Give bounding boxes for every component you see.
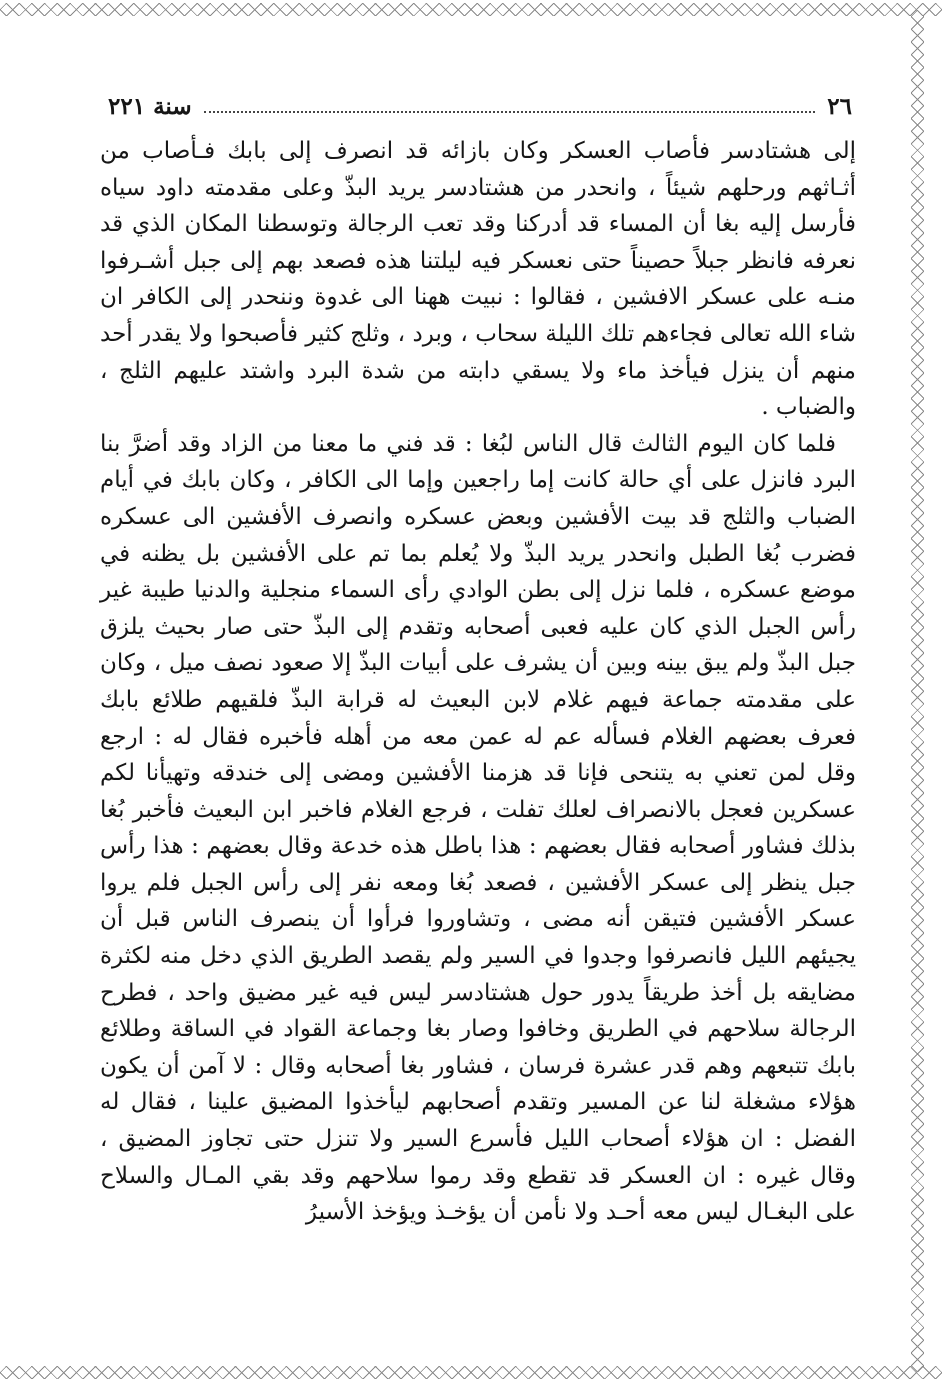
page-header [108,86,852,120]
body-text [100,133,856,1231]
page-number: ٢٦ [827,93,852,120]
paragraph-2: فلما كان اليوم الثالث قال الناس لبُغا : قد فني ما معنا من الزاد وقد أضرَّ بنا البرد فانزل على أي حالة كانت إما راجعين وإما الى الكافر ، وكان بابك في أيام الضباب والثلج قد بيت الأفشين وبعض عسكره وانصرف الأفشين الى عسكره فضرب بُغا الطبل وانحدر يريد البذّ ولا يُعلم بما تم على الأفشين بل يظنه في موضع عسكره ، فلما نزل إلى بطن الوادي رأى السماء منجلية والدنيا طيبة غير رأس الجبل الذي كان عليه فعبى أصحابه وتقدم إلى البذّ حتى صار بحيث يلزق جبل البذّ ولم يبق بينه وبين أن يشرف على أبيات البذّ إلا صعود نصف ميل ، وكان على مقدمته جماعة فيهم غلام لابن البعيث له قرابة البذّ فلقيهم طلائع بابك فعرف بعضهم الغلام فسأله عم له عمن معه من أهله فأخبره فقال له : ارجع وقل لمن تعني به يتنحى فإنا قد هزمنا الأفشين ومضى إلى خندقه وتهيأنا لكم عسكرين فعجل بالانصراف لعلك تفلت ، فرجع الغلام فاخبر ابن البعيث فأخبر بُغا بذلك فشاور أصحابه فقال بعضهم : هذا باطل هذه خدعة وقال بعضهم : هذا رأس جبل ينظر إلى عسكر الأفشين ، فصعد بُغا ومعه نفر إلى رأس الجبل فلم يروا عسكر الأفشين فتيقن أنه مضى ، وتشاوروا فرأوا أن ينصرف الناس قبل أن يجيئهم الليل فانصرفوا وجدوا في السير ولم يقصد الطريق الذي دخل منه لكثرة مضايقه بل أخذ طريقاً يدور حول هشتادسر ليس فيه غير مضيق واحد ، فطرح الرجالة سلاحهم في الطريق وخافوا وصار بغا وجماعة القواد في الساقة وطلائع بابك تتبعهم وهم قدر عشرة فرسان ، فشاور بغا أصحابه وقال : لا آمن أن يكون هؤلاء مشغلة لنا عن المسير وتقدم أصحابهم ليأخذوا المضيق علينا ، فقال له الفضل : ان هؤلاء أصحاب الليل فأسرع السير ولا تنزل حتى تجاوز المضيق ، وقال غيره : ان العسكر قد تقطع وقد رموا سلاحهم وقد بقي المـال والسلاح على البغـال ليس معه أحـد ولا نأمن أن يؤخـذ ويؤخذ الأسيرُ [100,430,856,1226]
header-dotted-leader [204,108,816,113]
page-border-bottom [0,1366,942,1379]
page-border-right [911,10,924,1372]
page-border-top [0,3,942,16]
running-head-year: سنة ٢٢١ [108,93,192,120]
paragraph-1: إلى هشتادسر فأصاب العسكر وكان بازائه قد انصرف إلى بابك فـأصاب من أثـاثهم ورحلهم شيئاً ، وانحدر من هشتادسر يريد البذّ وعلى مقدمته داود سياه فأرسل إليه بغا أن المساء قد أدركنا وقد تعب الرجالة وتوسطنا المكان الذي قد نعرفه فانظر جبلاً حصيناً حتى نعسكر فيه ليلتنا هذه فصعد بهم إلى جبل أشـرفوا منـه على عسكر الافشين ، فقالوا : نبيت ههنا الى غدوة وننحدر إلى الكافر ان شاء الله تعالى فجاءهم تلك الليلة سحاب ، وبرد ، وثلج كثير فأصبحوا ولا يقدر أحد منهم أن ينزل فيأخذ ماء ولا يسقي دابته من شدة البرد واشتد عليهم الثلج ، والضباب . [100,138,856,421]
